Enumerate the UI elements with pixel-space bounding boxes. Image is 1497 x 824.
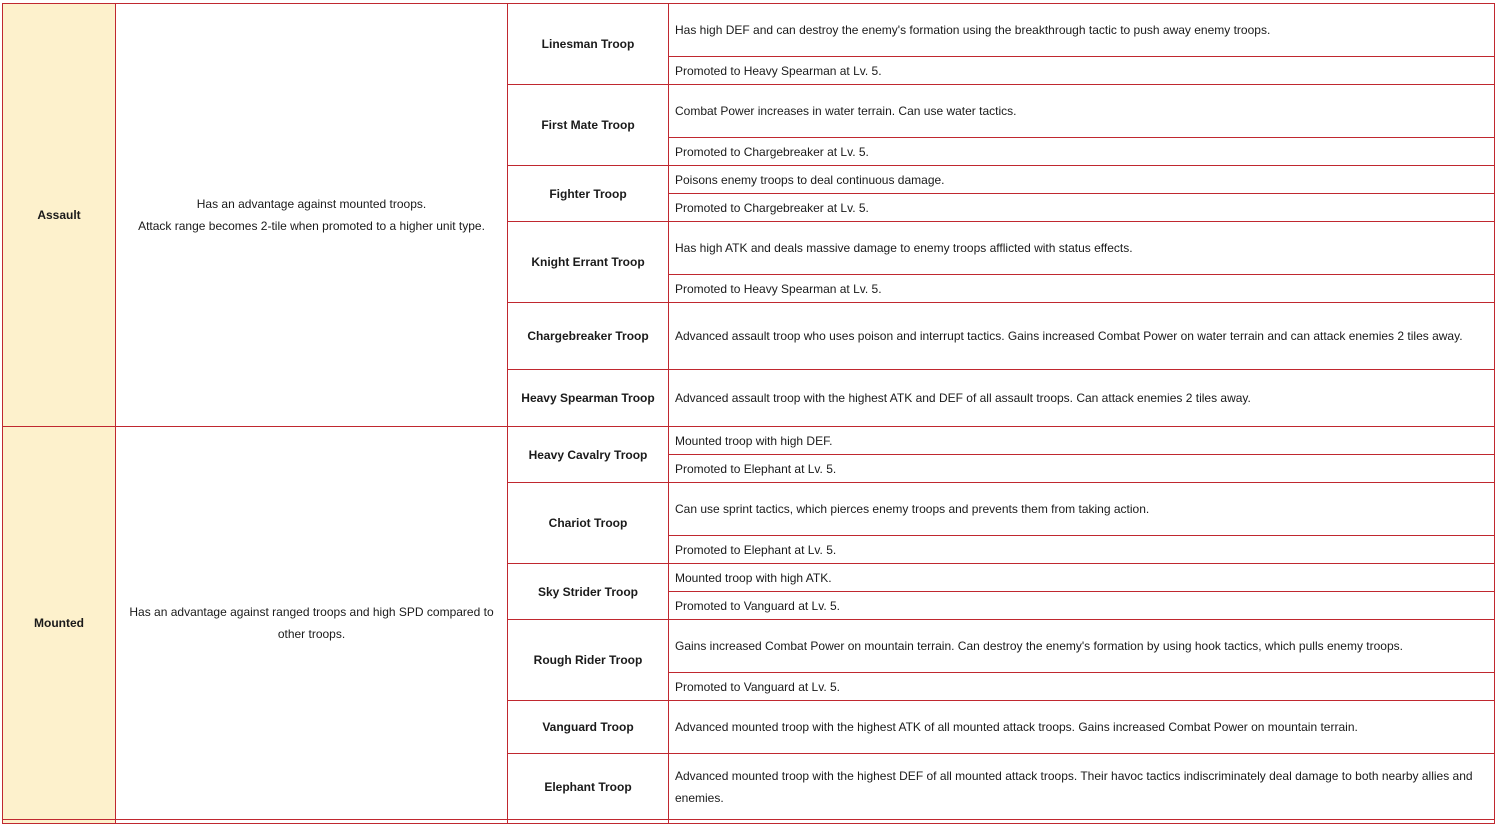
troop-description-cell: Has high DEF and can destroy the enemy's formation using the breakthrough tactic to push away enemy troops. — [669, 4, 1495, 57]
troop-name-cell: Fighter Troop — [508, 166, 669, 222]
advantage-cell: Has an advantage against mounted troops. Attack range becomes 2-tile when promoted to a higher unit type. — [116, 4, 508, 427]
advantage-cell: Has an advantage against ranged troops and high SPD compared to other troops. — [116, 427, 508, 820]
troop-description-cell: Promoted to Vanguard at Lv. 5. — [669, 592, 1495, 620]
troop-description-cell: Promoted to Elephant at Lv. 5. — [669, 455, 1495, 483]
troop-name-cell: Chariot Troop — [508, 483, 669, 564]
table-row — [3, 4, 1495, 57]
troop-name-cell: Heavy Cavalry Troop — [508, 427, 669, 483]
troop-description-cell: Advanced mounted troop with the highest ATK of all mounted attack troops. Gains increased Combat Power on mountain terrain. — [669, 701, 1495, 754]
category-cell: Mounted — [3, 427, 116, 820]
troop-description-cell: Gains increased Combat Power on mountain terrain. Can destroy the enemy's formation by using hook tactics, which pulls enemy troops. — [669, 620, 1495, 673]
troop-name-cell: Knight Errant Troop — [508, 222, 669, 303]
troop-description-cell: Has high ATK and deals massive damage to enemy troops afflicted with status effects. — [669, 222, 1495, 275]
troop-table — [2, 3, 1495, 824]
troop-name-cell: Vanguard Troop — [508, 701, 669, 754]
troop-name-cell: Linesman Troop — [508, 4, 669, 85]
troop-name-cell: Chargebreaker Troop — [508, 303, 669, 370]
troop-name-cell: Elephant Troop — [508, 754, 669, 820]
troop-description-cell: Poisons enemy troops to deal continuous damage. — [669, 166, 1495, 194]
troop-description-cell: Promoted to Heavy Spearman at Lv. 5. — [669, 57, 1495, 85]
troop-name-cell: Sky Strider Troop — [508, 564, 669, 620]
troop-description-cell: Promoted to Elephant at Lv. 5. — [669, 536, 1495, 564]
table-row — [3, 427, 1495, 455]
troop-description-cell: Promoted to Chargebreaker at Lv. 5. — [669, 194, 1495, 222]
troop-description-cell: Promoted to Heavy Spearman at Lv. 5. — [669, 275, 1495, 303]
troop-description-cell: Promoted to Vanguard at Lv. 5. — [669, 673, 1495, 701]
troop-description-cell: Advanced assault troop who uses poison and interrupt tactics. Gains increased Combat Power on water terrain and can attack enemies 2 tiles away. — [669, 303, 1495, 370]
troop-table-body — [3, 4, 1495, 824]
troop-name-cell: Rough Rider Troop — [508, 620, 669, 701]
troop-description-cell: Can use sprint tactics, which pierces enemy troops and prevents them from taking action. — [669, 483, 1495, 536]
category-cell: Assault — [3, 4, 116, 427]
troop-name-cell: First Mate Troop — [508, 85, 669, 166]
troop-description-cell: Advanced assault troop with the highest ATK and DEF of all assault troops. Can attack enemies 2 tiles away. — [669, 370, 1495, 427]
troop-description-cell: Promoted to Chargebreaker at Lv. 5. — [669, 138, 1495, 166]
troop-description-cell: Mounted troop with high ATK. — [669, 564, 1495, 592]
troop-description-cell: Advanced mounted troop with the highest DEF of all mounted attack troops. Their havoc tactics indiscriminately deal damage to both nearby allies and enemies. — [669, 754, 1495, 820]
troop-description-cell: Mounted troop with high DEF. — [669, 427, 1495, 455]
troop-name-cell: Heavy Spearman Troop — [508, 370, 669, 427]
troop-description-cell: Combat Power increases in water terrain. Can use water tactics. — [669, 85, 1495, 138]
